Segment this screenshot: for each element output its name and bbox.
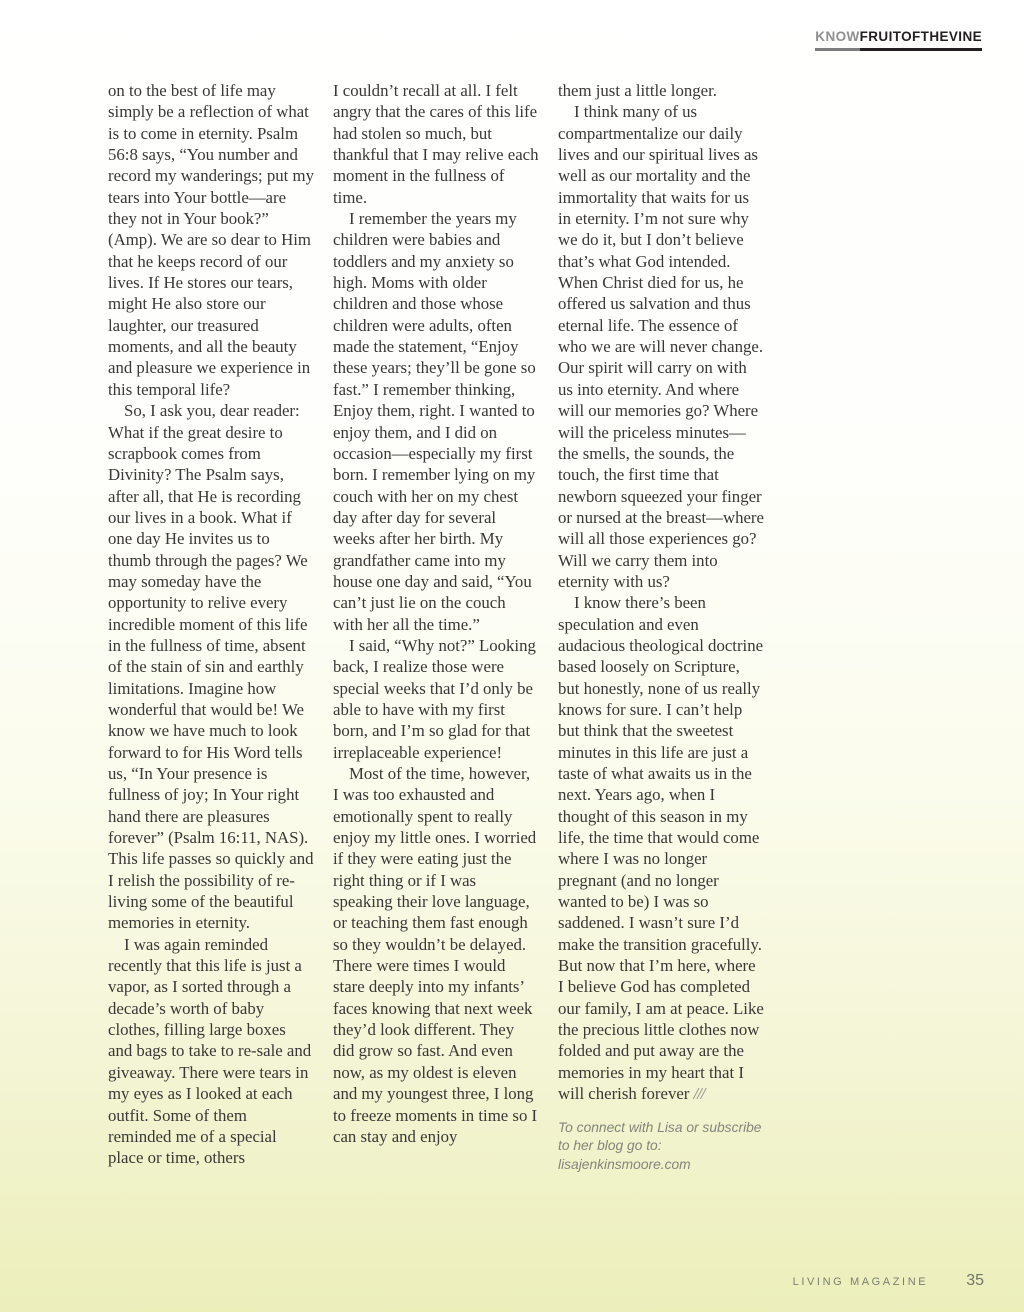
paragraph: I remember the years my children were babies and toddlers and my anxiety so high. Moms with older children and those whose children were adults, often made the statement, “Enjoy these years; they’ll be gone so fast.” I remember thinking, Enjoy them, right. I wanted to enjoy them, and I did on occasion—especially my first born. I remember lying on my couch with her on my chest day after day for several weeks after her birth. My grandfather came into my house one day and said, “You can’t just lie on the couch with her all the time.” [333,209,536,634]
paragraph: I think many of us compartmentalize our daily lives and our spiritual lives as well as our mortality and the immortality that waits for us in eternity. I’m not sure why we do it, but I don’t believe that’s what God intended. When Christ died for us, he offered us salvation and thus eternal life. The essence of who we are will never change. Our spirit will carry on with us into eternity. And where will our memories go? Where will the priceless minutes—the smells, the sounds, the touch, the first time that newborn squeezed your finger or nursed at the breast—where will all those experiences go? Will we carry them into eternity with us? [558,102,764,591]
header-brand-know: KNOW [815,29,859,51]
article-column-3 [558,80,764,1236]
paragraph: them just a little longer. [558,81,717,100]
magazine-name: LIVING MAGAZINE [792,1276,929,1288]
end-of-article-mark: /// [693,1084,705,1104]
paragraph: I said, “Why not?” Looking back, I realize those were special weeks that I’d only be able to have with my first born, and I’m so glad for that irreplaceable experience! [333,635,536,762]
paragraph: on to the best of life may simply be a reflection of what is to come in eternity. Psalm 56:8 says, “You number and record my wanderings; put my tears into Your bottle—are they not in Your book?” (Amp). We are so dear to Him that he keeps record of our lives. If He stores our tears, might He also store our laughter, our treasured moments, and all the beauty and pleasure we experience in this temporal life? [108,81,314,399]
paragraph: Most of the time, however, I was too exhausted and emotionally spent to really enjoy my little ones. I worried if they were eating just the right thing or if I was speaking their love language, or teaching them fast enough so they wouldn’t be delayed. There were times I would stare deeply into my infants’ faces knowing that next week they’d look different. They did grow so fast. And even now, as my oldest is eleven and my youngest three, I long to freeze moments in time so I can stay and enjoy [333,764,538,1146]
paragraph: I couldn’t recall at all. I felt angry that the cares of this life had stolen so much, but thankful that I may relive each moment in the fullness of time. [333,81,539,207]
connect-note: To connect with Lisa or subscribe to her blog go to: lisajenkinsmoore.com [558,1119,762,1172]
article-body [108,80,764,1236]
article-column-2 [333,80,539,1236]
paragraph [558,592,764,1104]
header-brand [815,29,982,44]
page-footer [793,1272,984,1290]
paragraph: So, I ask you, dear reader: What if the great desire to scrapbook comes from Divinity? The Psalm says, after all, that He is recording our lives in a book. What if one day He invites us to thumb through the pages? We may someday have the opportunity to relive every incredible moment of this life in the fullness of time, absent of the stain of sin and earthly limitations. Imagine how wonderful that would be! We know we have much to look forward to for His Word tells us, “In Your presence is fullness of joy; In Your right hand there are pleasures forever” (Psalm 16:11, NAS). This life passes so quickly and I relish the possibility of re-living some of the beautiful memories in eternity. [108,401,314,933]
page-number: 35 [966,1272,984,1289]
paragraph: I was again reminded recently that this life is just a vapor, as I sorted through a decade’s worth of baby clothes, filling large boxes and bags to take to re-sale and giveaway. There were tears in my eyes as I looked at each outfit. Some of them reminded me of a special place or time, others [108,934,312,1168]
article-column-1 [108,80,314,1236]
paragraph-text: I know there’s been speculation and even audacious theological doctrine based loosely on Scripture, but honestly, none of us really knows for sure. I can’t help but think that the sweetest minutes in this life are just a taste of what awaits us in the next. Years ago, when I thought of this season in my life, the time that would come where I was no longer pregnant (and no longer wanted to be) I was so saddened. I wasn’t sure I’d make the transition gracefully. But now that I’m here, where I believe God has completed our family, I am at peace. Like the precious little clothes now folded and put away are the memories in my heart that I will cherish forever [558,593,764,1104]
header-brand-fruitofthevine: FRUITOFTHEVINE [860,29,982,51]
